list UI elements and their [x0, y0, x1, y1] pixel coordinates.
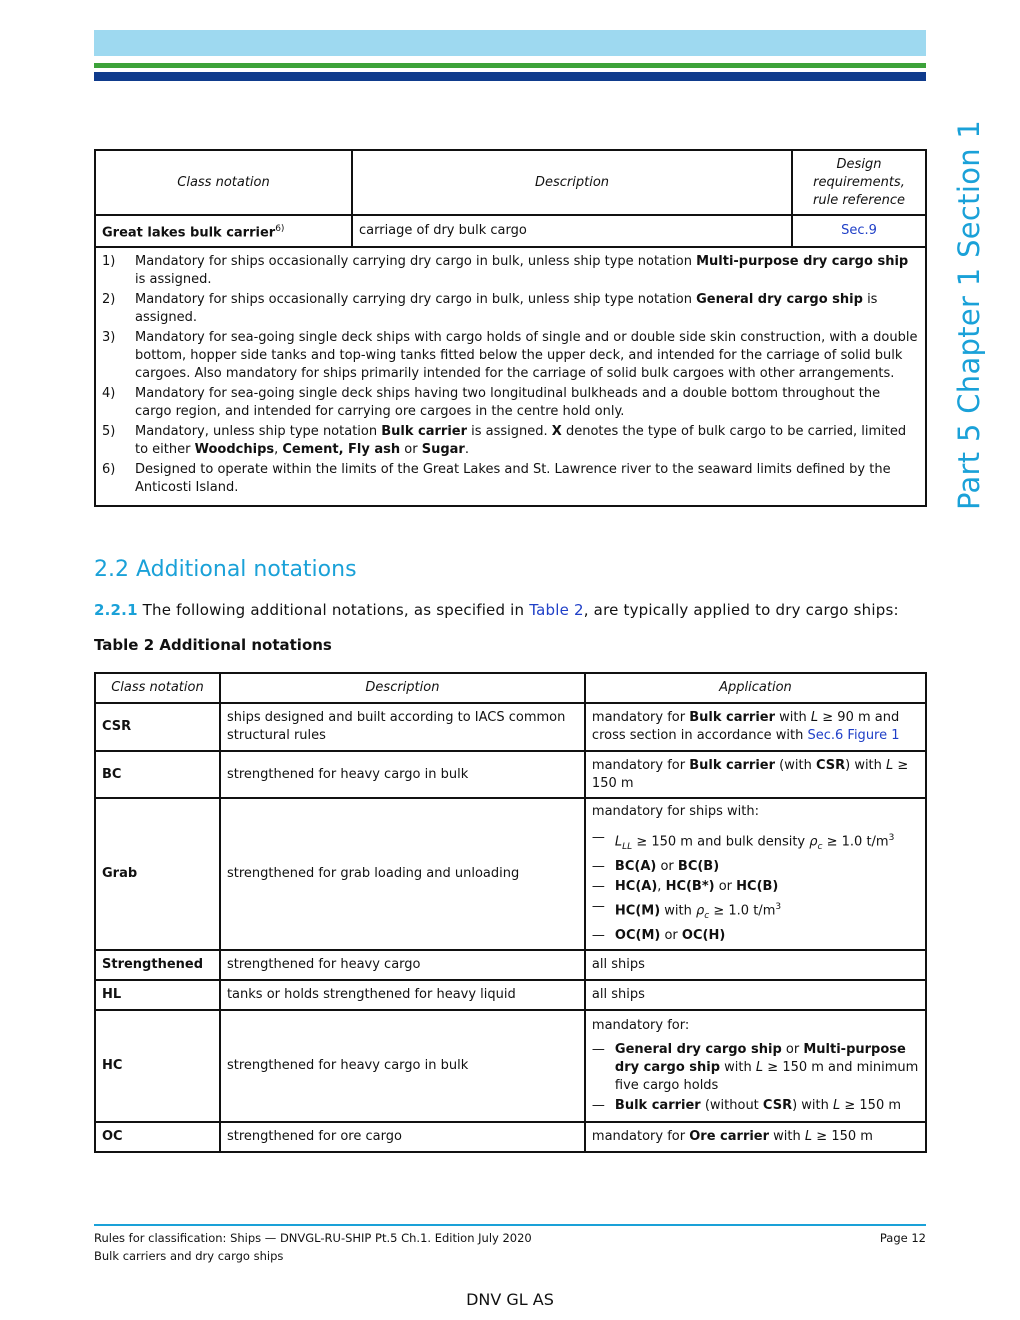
table-header-row	[95, 150, 926, 215]
application-cell: mandatory for ships with: — $L_{LL} \ge 150$ m and bulk density $\rho_c \ge 1.0$ $t/m^3$ — BC(A) or BC(B) — HC(A), HC(B*) or HC(B) — HC(M) with $\rho_c \ge 1.0$ $t/m^3$ — OC(M) or OC(H)	[585, 798, 926, 950]
list-item: — HC(A), HC(B*) or HC(B)	[591, 878, 779, 894]
section-heading: 2.2 Additional notations	[94, 557, 357, 582]
header-band-green	[94, 63, 926, 68]
notation-csr: CSR	[95, 703, 220, 751]
header-band-light	[94, 30, 926, 56]
description-cell: strengthened for ore cargo	[220, 1122, 585, 1152]
table-row	[95, 1122, 926, 1152]
paragraph-number: 2.2.1	[94, 601, 138, 619]
application-cell: all ships	[585, 950, 926, 980]
notation-bc: BC	[95, 751, 220, 798]
footnotes	[95, 247, 926, 506]
ship-type-table	[94, 149, 927, 507]
table-row	[95, 751, 926, 798]
sec9-link[interactable]: Sec.9	[841, 223, 877, 239]
side-title: Part 5 Chapter 1 Section 1	[952, 119, 986, 510]
table-row	[95, 215, 926, 247]
footnotes-row	[95, 247, 926, 506]
application-cell: mandatory for Ore carrier with L ≥ 150 m	[585, 1122, 926, 1152]
paragraph-2-2-1: 2.2.1 The following additional notations, as specified in Table 2, are typically applied to dry cargo ships:	[94, 601, 899, 619]
description-cell: tanks or holds strengthened for heavy liquid	[220, 980, 585, 1010]
description-cell: carriage of dry bulk cargo	[352, 215, 792, 247]
table-row	[95, 980, 926, 1010]
footer-document-title: Rules for classification: Ships — DNVGL-RU-SHIP Pt.5 Ch.1. Edition July 2020	[94, 1231, 532, 1245]
table-row	[95, 798, 926, 950]
company-name: DNV GL AS	[466, 1290, 554, 1309]
application-cell: all ships	[585, 980, 926, 1010]
list-item: — HC(M) with $\rho_c \ge 1.0$ $t/m^3$	[591, 898, 782, 921]
description-cell: strengthened for heavy cargo in bulk	[220, 1010, 585, 1122]
application-cell: mandatory for Bulk carrier (with CSR) with L ≥ 150 m	[585, 751, 926, 798]
list-item: — General dry cargo ship or Multi-purpose dry cargo ship with L ≥ 150 m and minimum five cargo holds	[591, 1041, 919, 1093]
footnote: 6) Designed to operate within the limits of the Great Lakes and St. Lawrence river to the seaward limits defined by the Anticosti Island.	[102, 462, 891, 496]
header-application: Application	[585, 673, 926, 703]
sec6-figure1-link[interactable]: Sec.6 Figure 1	[807, 728, 900, 743]
list-item: — BC(A) or BC(B)	[591, 858, 720, 874]
header-design-requirements: Design requirements, rule reference	[792, 150, 926, 215]
footer-subtitle: Bulk carriers and dry cargo ships	[94, 1249, 284, 1263]
header-description: Description	[220, 673, 585, 703]
notation-cell	[95, 215, 352, 247]
application-cell: mandatory for Bulk carrier with L ≥ 90 m and cross section in accordance with Sec.6 Figure 1	[585, 703, 926, 751]
footnote: 3) Mandatory for sea-going single deck ships with cargo holds of single and or double side skin construction, with a double bottom, hopper side tanks and top-wing tanks fitted below the upper deck, and intended for the carriage of solid bulk cargoes. Also mandatory for ships primarily intended for the carriage of solid bulk cargoes with other arrangements.	[102, 330, 918, 382]
footnote: 5) Mandatory, unless ship type notation Bulk carrier is assigned. X denotes the type of bulk cargo to be carried, limited to either Woodchips, Cement, Fly ash or Sugar.	[102, 424, 907, 458]
notation-hc: HC	[95, 1010, 220, 1122]
header-class-notation: Class notation	[95, 673, 220, 703]
notation-great-lakes: Great lakes bulk carrier	[102, 225, 276, 241]
notation-hl: HL	[95, 980, 220, 1010]
description-cell: ships designed and built according to IACS common structural rules	[220, 703, 585, 751]
page-number: Page 12	[879, 1231, 926, 1245]
notation-grab: Grab	[95, 798, 220, 950]
reference-cell	[792, 215, 926, 247]
table2-link[interactable]: Table 2	[529, 601, 584, 619]
footnote: 1) Mandatory for ships occasionally carrying dry cargo in bulk, unless ship type notation Multi-purpose dry cargo ship is assigned.	[102, 254, 909, 288]
table-header-row	[95, 673, 926, 703]
footnote: 4) Mandatory for sea-going single deck ships having two longitudinal bulkheads and a double bottom throughout the cargo region, and intended for carrying ore cargoes in the centre hold only.	[102, 386, 881, 420]
description-cell: strengthened for heavy cargo	[220, 950, 585, 980]
footnote-ref: 6)	[275, 224, 285, 234]
table-row	[95, 1010, 926, 1122]
table-row	[95, 703, 926, 751]
header-description: Description	[352, 150, 792, 215]
list-item: — OC(M) or OC(H)	[591, 927, 726, 943]
footer-rule	[94, 1224, 926, 1226]
header-class-notation: Class notation	[95, 150, 352, 215]
notation-strengthened: Strengthened	[95, 950, 220, 980]
application-cell: mandatory for: — General dry cargo ship or Multi-purpose dry cargo ship with L ≥ 150 m and minimum five cargo holds — Bulk carrier (without CSR) with L ≥ 150 m	[585, 1010, 926, 1122]
header-band-blue	[94, 72, 926, 81]
table-row	[95, 950, 926, 980]
table-caption: Table 2 Additional notations	[94, 636, 332, 654]
additional-notations-table	[94, 672, 927, 1153]
description-cell: strengthened for grab loading and unloading	[220, 798, 585, 950]
footnote: 2) Mandatory for ships occasionally carrying dry cargo in bulk, unless ship type notation General dry cargo ship is assigned.	[102, 292, 878, 326]
list-item: — $L_{LL} \ge 150$ m and bulk density $\rho_c \ge 1.0$ $t/m^3$	[591, 830, 895, 852]
description-cell: strengthened for heavy cargo in bulk	[220, 751, 585, 798]
list-item: — Bulk carrier (without CSR) with L ≥ 150 m	[591, 1097, 902, 1113]
notation-oc: OC	[95, 1122, 220, 1152]
